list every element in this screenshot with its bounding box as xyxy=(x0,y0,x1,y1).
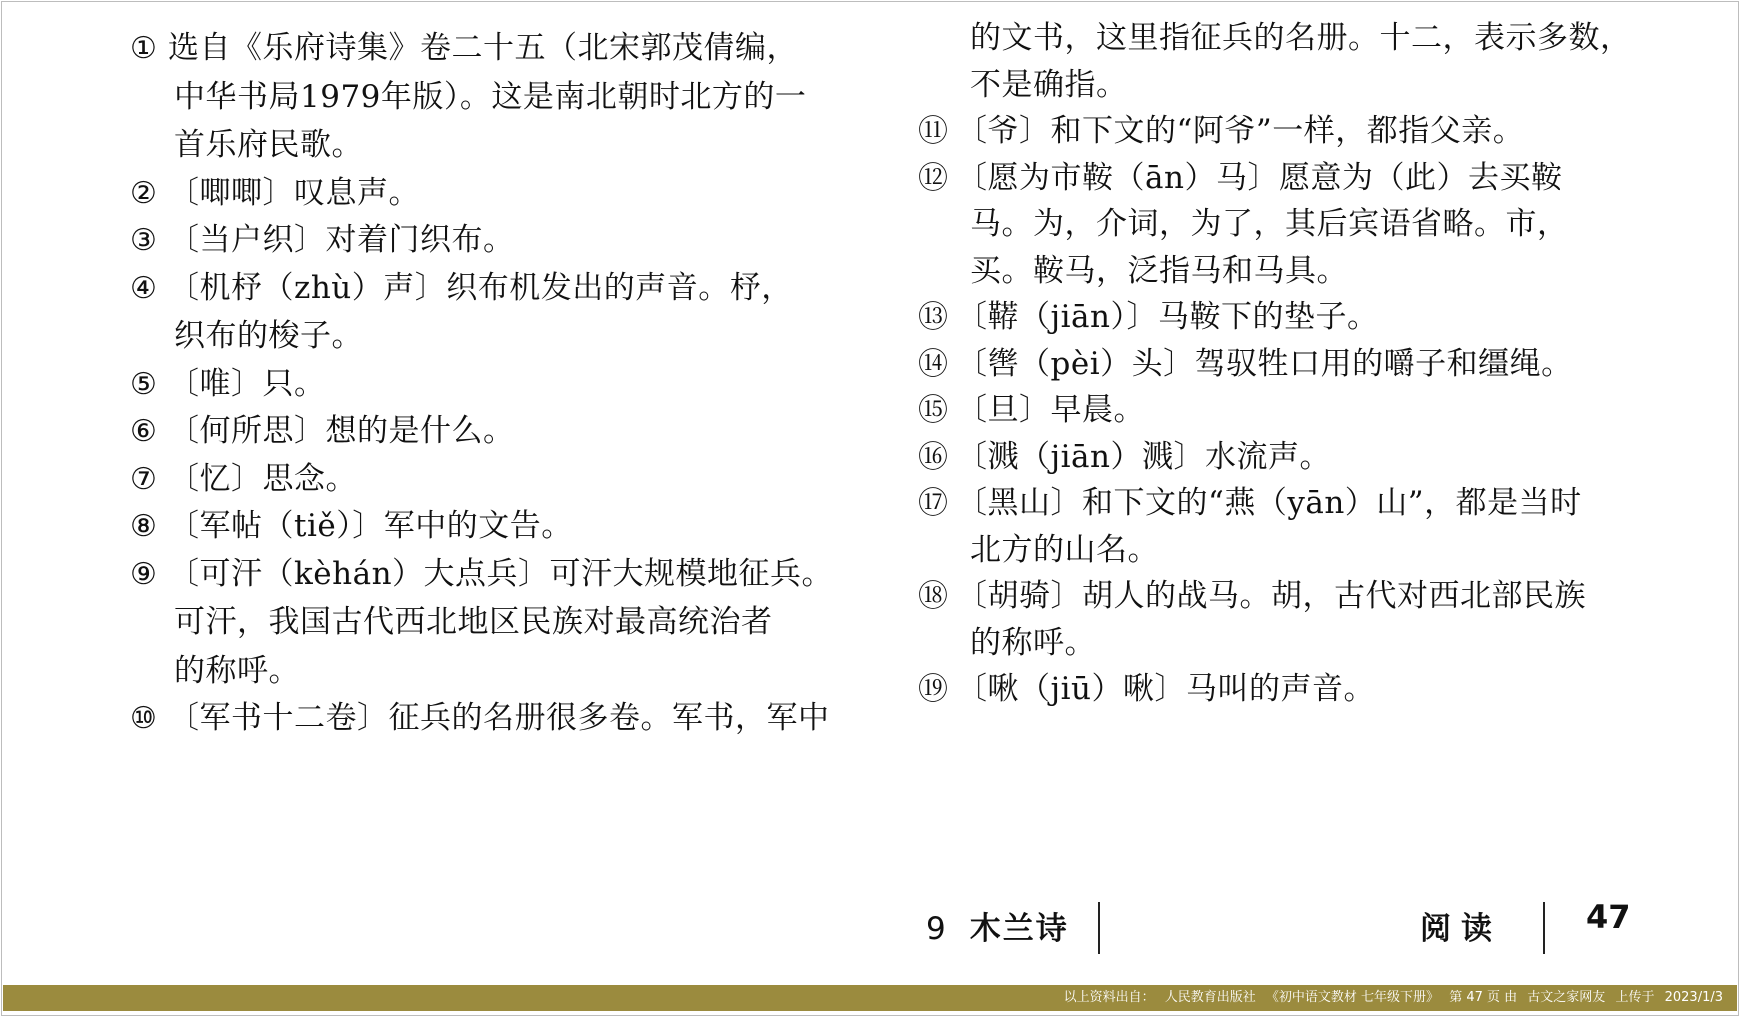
footnote-line: 中华书局1979年版）。这是南北朝时北方的一 xyxy=(174,78,807,115)
footnote-number: ⑬ xyxy=(918,300,949,335)
footnote-line: 〔辔（pèi）头〕驾驭牲口用的嚼子和缰绳。 xyxy=(956,345,1573,382)
footnote-number: ⑤ xyxy=(130,366,158,402)
footnote-line: 〔溅（jiān）溅〕水流声。 xyxy=(956,438,1331,475)
footnote-number: ⑱ xyxy=(918,579,949,614)
footnote-line: 买。鞍马，泛指马和马具。 xyxy=(970,252,1348,289)
footnote-line: 〔啾（jiū）啾〕马叫的声音。 xyxy=(956,671,1375,707)
footnote-number: ⑲ xyxy=(918,672,949,707)
lesson-title: 木兰诗 xyxy=(969,911,1069,947)
footnote-number: ⑯ xyxy=(918,439,949,475)
footnote-line: 〔鞯（jiān）〕马鞍下的垫子。 xyxy=(956,299,1379,335)
footnote-line: 〔唧唧〕叹息声。 xyxy=(168,174,420,211)
footnote-number: ⑫ xyxy=(918,160,949,196)
source-bar xyxy=(3,985,1737,1011)
footnote-line: 〔忆〕思念。 xyxy=(168,460,357,497)
source-book: 《初中语文教材 七年级下册》 xyxy=(1265,990,1440,1005)
footnote-line: 首乐府民歌。 xyxy=(174,127,363,163)
footnote-line: 马。为，介词，为了，其后宾语省略。市， xyxy=(970,206,1569,242)
footnote-number: ④ xyxy=(130,270,158,306)
footnote-number: ⑨ xyxy=(130,556,158,592)
source-page-label: 第 47 页 由 xyxy=(1449,990,1518,1005)
footnote-line: 可汗，我国古代西北地区民族对最高统治者 xyxy=(174,604,773,640)
footnote-line: 〔爷〕和下文的“阿爷”一样，都指父亲。 xyxy=(956,113,1525,149)
footnote-line: 选自《乐府诗集》卷二十五（北宋郭茂倩编， xyxy=(168,30,798,66)
footnote-line: 〔军书十二卷〕征兵的名册很多卷。军书，军中 xyxy=(168,700,830,736)
footer-divider xyxy=(1543,902,1545,954)
footnote-number: ⑧ xyxy=(130,509,158,544)
footnote-line: 的称呼。 xyxy=(174,652,300,689)
footnote-line: 不是确指。 xyxy=(970,66,1128,103)
page-number: 47 xyxy=(1586,898,1631,936)
lesson-footer xyxy=(926,903,1069,948)
source-prefix: 以上资料出自： xyxy=(1063,990,1155,1005)
footnote-line: 北方的山名。 xyxy=(970,531,1159,568)
footnote-number: ③ xyxy=(130,223,158,258)
footnote-line: 〔黑山〕和下文的“燕（yān）山”，都是当时 xyxy=(956,485,1582,521)
footnote-line: 〔当户织〕对着门织布。 xyxy=(168,222,515,258)
section-label: 阅读 xyxy=(1420,911,1502,947)
footnote-number: ⑭ xyxy=(918,346,949,382)
footnote-number: ⑪ xyxy=(918,114,949,149)
footnote-line: 〔机杼（zhù）声〕织布机发出的声音。杼， xyxy=(168,269,793,306)
footnote-number: ⑦ xyxy=(130,461,158,497)
footnote-number: ⑥ xyxy=(130,414,158,449)
source-publisher: 人民教育出版社 xyxy=(1164,990,1256,1005)
footnote-line: 〔胡骑〕胡人的战马。胡，古代对西北部民族 xyxy=(956,578,1586,614)
source-upload-label: 上传于 xyxy=(1615,990,1655,1005)
footnote-line: 〔军帖（tiě）〕军中的文告。 xyxy=(168,508,573,544)
footnote-line: 〔何所思〕想的是什么。 xyxy=(168,413,515,449)
footnote-line: 的称呼。 xyxy=(970,624,1096,661)
lesson-number: 9 xyxy=(926,911,948,947)
footnote-line: 织布的梭子。 xyxy=(174,318,363,354)
footnote-line: 〔旦〕早晨。 xyxy=(956,392,1145,428)
footnote-number: ② xyxy=(130,175,158,211)
footer-divider xyxy=(1098,902,1100,954)
footnote-line: 的文书，这里指征兵的名册。十二，表示多数， xyxy=(970,20,1632,56)
footnote-number: ⑰ xyxy=(918,486,949,521)
source-uploader: 古文之家网友 xyxy=(1527,990,1606,1005)
footnote-number: ① xyxy=(130,31,158,66)
footnote-line: 〔可汗（kèhán）大点兵〕可汗大规模地征兵。 xyxy=(168,555,834,592)
source-date: 2023/1/3 xyxy=(1664,990,1723,1005)
footnote-line: 〔唯〕只。 xyxy=(168,365,326,402)
footnote-line: 〔愿为市鞍（ān）马〕愿意为（此）去买鞍 xyxy=(956,159,1563,196)
footnote-number: ⑮ xyxy=(918,393,949,428)
footnote-number: ⑩ xyxy=(130,701,158,736)
